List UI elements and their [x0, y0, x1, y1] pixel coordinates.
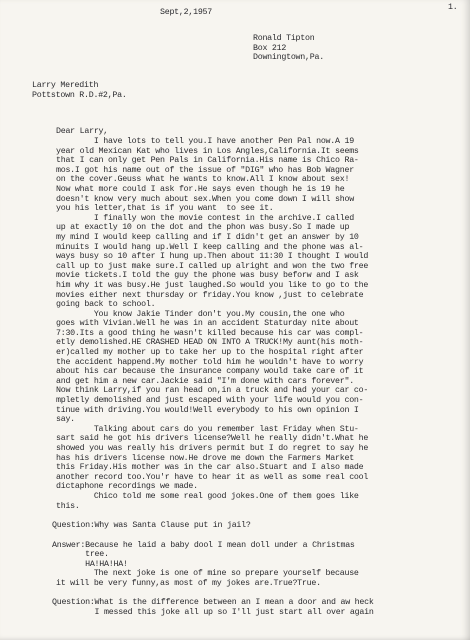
body-line: I have lots to tell you.I have another Pen Pal now.A 19 [56, 137, 354, 146]
body-line: goes with Vivian.Well he was in an accident Staturday nite about [56, 319, 359, 329]
body-line: year old Mexican Kat who lives in Los Angles,California.It seems [56, 146, 359, 156]
body-line: minuits I would hang up.Well I keep calling and the phone was al- [56, 242, 364, 252]
body-line: er)called my mother up to take her up to the hospital right after [56, 348, 364, 358]
joke-line: tree. [52, 550, 109, 560]
body-line: sart said he got his drivers license?Well he really didn't.What he [56, 434, 369, 444]
recipient-address [32, 81, 127, 100]
joke-line [52, 531, 374, 541]
recipient-name: Larry Meredith [32, 81, 99, 90]
body-line: movies either next thursday or friday.You know ,just to celebrate [56, 290, 364, 300]
salutation: Dear Larry, [56, 127, 109, 136]
joke-line [52, 589, 374, 599]
body-line: Now think Larry,if you ran head on,in a truck and had your car co- [56, 386, 369, 396]
joke-line: Question:What is the difference between an I mean a door and aw heck [52, 598, 374, 608]
body-line: Talking about cars do you remember last Friday when Stu- [56, 424, 359, 434]
body-line: showed you was really his drivers permit but I do regret to say he [56, 444, 369, 453]
body-line: movie tickets.I told the guy the phone was busy beforw and I ask [56, 271, 359, 281]
body-line: ways busy so 10 after I hung up.Then about 11:30 I thought I would [56, 252, 369, 262]
body-line: this Friday.His mother was in the car also.Stuart and I also made [56, 463, 364, 473]
body-line: on the cover.Geuss what he wants to know.All I know about sex! [56, 175, 350, 185]
body-line: this. [56, 501, 80, 511]
body-line: mos.I got his name out of the issue of "DIG" who has Bob Wagner [56, 165, 354, 175]
letter-date: Sept,2,1957 [160, 8, 213, 17]
sender-city: Downingtown,Pa. [253, 53, 324, 63]
body-line: Chico told me some real good jokes.One of them goes like [56, 491, 359, 501]
body-line: him why it was busy.He just laughed.So would you like to go to the [56, 280, 369, 290]
joke-line: Question:Why was Santa Clause put in jail? [52, 521, 251, 531]
joke-line: Answer:Because he laid a baby dool I mean doll under a Christmas [52, 540, 355, 550]
body-line: tinue with driving.You would!Well everybody to his own opinion I [56, 405, 359, 415]
body-line: etly demolished.HE CRASHED HEAD ON INTO A TRUCK!My aunt(his moth- [56, 338, 364, 348]
sender-address [253, 34, 324, 63]
sender-box: Box 212 [253, 43, 287, 53]
sender-name: Ronald Tipton [253, 34, 315, 43]
body-line: another record too.You'r have to hear it as well as some real cool [56, 472, 369, 482]
page-number: 1. [448, 3, 458, 12]
recipient-street: Pottstown R.D.#2,Pa. [32, 90, 127, 100]
body-line: You know Jakie Tinder don't you.My cousin,the one who [56, 309, 345, 319]
body-line: my mind I would keep calling and if I didn't get an answer by 10 [56, 232, 359, 242]
body-line: the accident happend.My mother told him he wouldn't have to worry [56, 357, 364, 367]
joke-line: I messed this joke all up so I'll just start all over again [52, 607, 374, 617]
joke-line: HA!HA!HA! [52, 559, 128, 569]
body-line: doesn't know very much about sex.When you come down I will show [56, 194, 354, 204]
body-line: Now what more could I ask for.He says even though he is 19 he [56, 184, 345, 194]
letter-body [56, 137, 368, 511]
body-line: say. [56, 415, 75, 425]
body-line: and get him a new car.Jackie said "I'm done with cars forever". [56, 376, 354, 386]
joke-line: it will be very funny,as most of my jokes are.True?True. [56, 578, 321, 588]
joke-line: The next joke is one of mine so prepare yourself because [56, 569, 359, 579]
body-line: I finally won the movie contest in the archive.I called [56, 213, 354, 223]
body-line: dictaphone recordings we made. [56, 482, 198, 492]
body-line: going back to school. [56, 300, 156, 310]
body-line: that I can only get Pen Pals in California.His name is Chico Ra- [56, 156, 359, 166]
body-line: mpletly demolished and just escaped with your life would you con- [56, 396, 364, 406]
body-line: call up to just make sure.I called up alright and won the two free [56, 261, 369, 271]
body-line: up at exactly 10 on the dot and the phon was busy.So I made up [56, 223, 350, 233]
body-line: you his letter,that is if you want to see it. [56, 204, 274, 214]
jokes-section [52, 521, 374, 617]
body-line: has his drivers license now.He drove me down the Farmers Market [56, 453, 354, 463]
body-line: about his car because the insurance company would take care of it [56, 367, 364, 377]
body-line: 7:30.Its a good thing he wasn't killed because his car was compl- [56, 328, 364, 338]
